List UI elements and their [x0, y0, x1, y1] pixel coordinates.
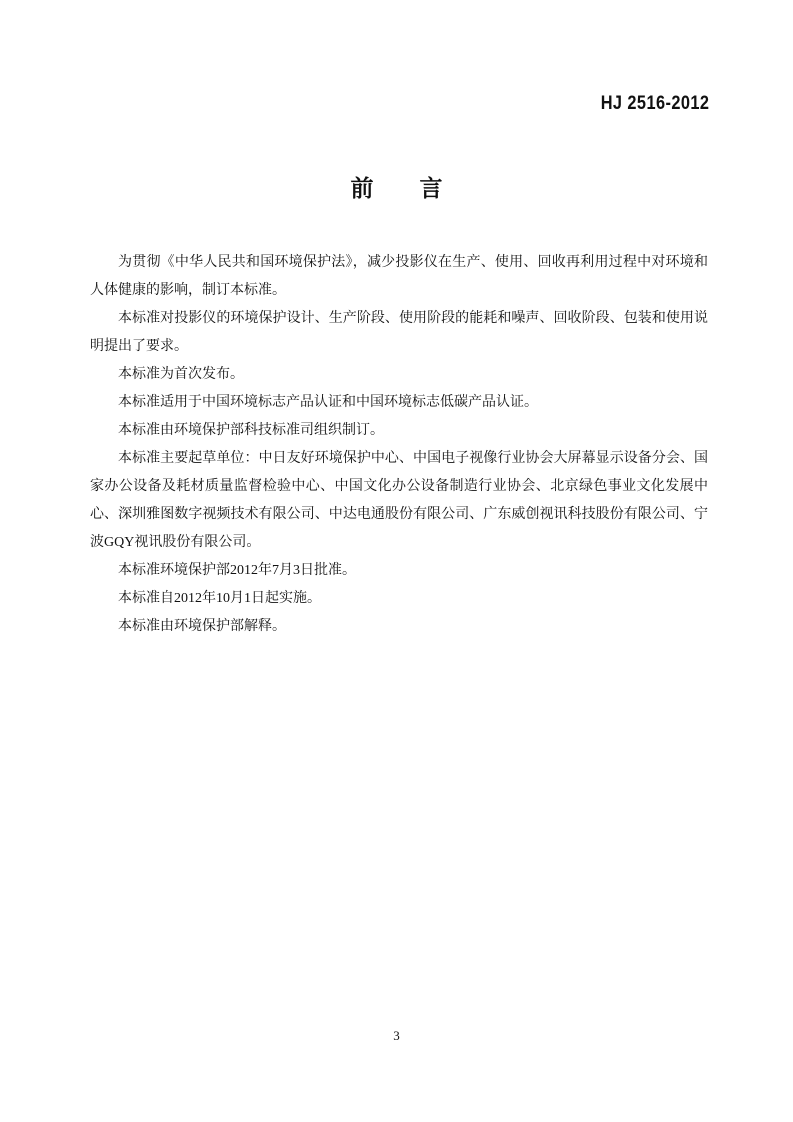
document-body	[90, 249, 708, 641]
paragraph-organizer: 本标准由环境保护部科技标准司组织制订。	[118, 423, 384, 438]
paragraph-scope-requirements: 本标准对投影仪的环境保护设计、生产阶段、使用阶段的能耗和噪声、回收阶段、包装和使用说明提出了要求。	[90, 311, 708, 354]
paragraph-approval-date: 本标准环境保护部2012年7月3日批准。	[118, 563, 356, 578]
page-title: 前 言	[350, 175, 443, 201]
paragraph-purpose: 为贯彻《中华人民共和国环境保护法》，减少投影仪在生产、使用、回收再利用过程中对环境和人体健康的影响，制订本标准。	[90, 255, 708, 298]
paragraph-interpretation: 本标准由环境保护部解释。	[118, 619, 286, 634]
paragraph-drafting-units: 本标准主要起草单位：中日友好环境保护中心、中国电子视像行业协会大屏幕显示设备分会、国家办公设备及耗材质量监督检验中心、中国文化办公设备制造行业协会、北京绿色事业文化发展中心、深圳雅图数字视频技术有限公司、中达电通股份有限公司、广东威创视讯科技股份有限公司、宁波GQY视讯股份有限公司。	[90, 451, 708, 550]
standard-code-header: HJ 2516-2012	[600, 93, 709, 114]
paragraph-applicability: 本标准适用于中国环境标志产品认证和中国环境标志低碳产品认证。	[118, 395, 538, 410]
paragraph-first-release: 本标准为首次发布。	[118, 367, 244, 382]
page-number: 3	[393, 1028, 400, 1043]
paragraph-effective-date: 本标准自2012年10月1日起实施。	[118, 591, 321, 606]
